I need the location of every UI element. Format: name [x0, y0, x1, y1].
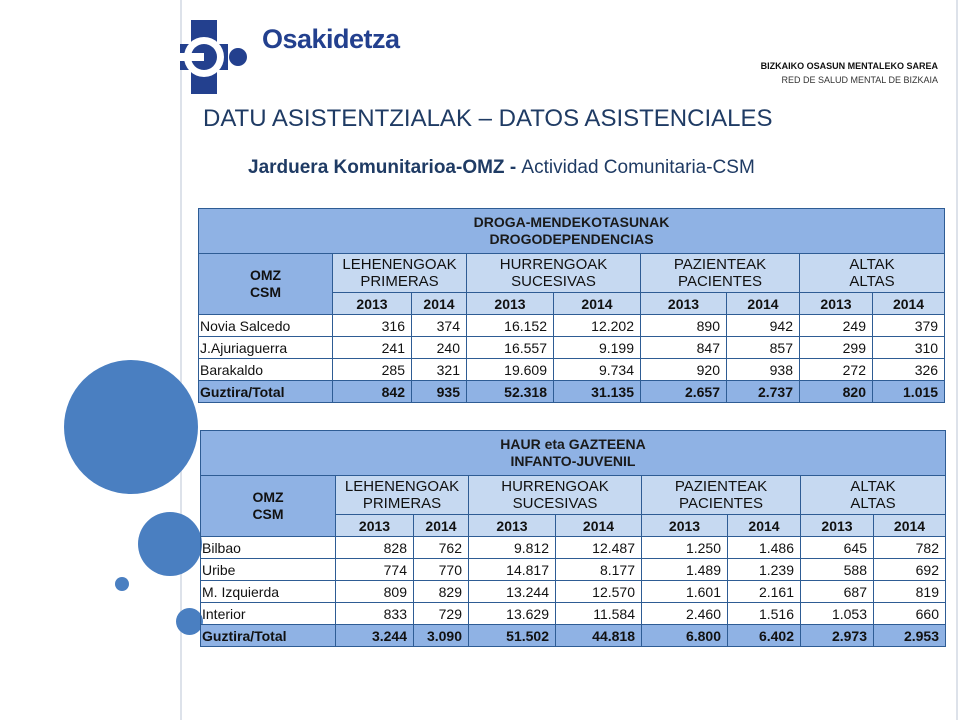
cell-value: 1.486	[728, 537, 801, 559]
omz-header: OMZ CSM	[199, 254, 333, 315]
row-name: Barakaldo	[199, 359, 333, 381]
cell-value: 285	[333, 359, 412, 381]
cell-value: 299	[800, 337, 873, 359]
cell-value: 770	[414, 559, 469, 581]
cell-value: 1.053	[801, 603, 874, 625]
cell-value: 2.737	[727, 381, 800, 403]
osakidetza-cross-logo-icon	[180, 20, 252, 94]
org-name-basque: BIZKAIKO OSASUN MENTALEKO SAREA	[760, 61, 938, 71]
table-band-title: HAUR eta GAZTEENA INFANTO-JUVENIL	[201, 431, 946, 476]
cell-value: 857	[727, 337, 800, 359]
page-title: DATU ASISTENTZIALAK – DATOS ASISTENCIALES	[203, 105, 773, 132]
cell-value: 1.601	[642, 581, 728, 603]
year-header: 2013	[467, 293, 554, 315]
year-header: 2013	[336, 515, 414, 537]
cell-value: 9.812	[469, 537, 556, 559]
cell-value: 660	[874, 603, 946, 625]
year-header: 2013	[641, 293, 727, 315]
cell-value: 935	[412, 381, 467, 403]
cell-value: 3.244	[336, 625, 414, 647]
cell-value: 782	[874, 537, 946, 559]
cell-value: 8.177	[556, 559, 642, 581]
cell-value: 310	[873, 337, 945, 359]
cell-value: 774	[336, 559, 414, 581]
table-row	[201, 537, 946, 559]
cell-value: 374	[412, 315, 467, 337]
cell-value: 1.489	[642, 559, 728, 581]
cell-value: 1.239	[728, 559, 801, 581]
cell-value: 1.516	[728, 603, 801, 625]
cell-value: 9.199	[554, 337, 641, 359]
cell-value: 12.570	[556, 581, 642, 603]
cell-value: 241	[333, 337, 412, 359]
table-row	[201, 581, 946, 603]
cell-value: 890	[641, 315, 727, 337]
cell-value: 1.250	[642, 537, 728, 559]
table-row	[201, 603, 946, 625]
year-header: 2013	[469, 515, 556, 537]
cell-value: 321	[412, 359, 467, 381]
cell-value: 847	[641, 337, 727, 359]
year-header: 2014	[412, 293, 467, 315]
year-header: 2014	[556, 515, 642, 537]
table-row	[199, 315, 945, 337]
group-header-primeras: LEHENENGOAK PRIMERAS	[336, 476, 469, 515]
cell-value: 249	[800, 315, 873, 337]
cell-value: 14.817	[469, 559, 556, 581]
page-subtitle	[248, 157, 755, 179]
cell-value: 326	[873, 359, 945, 381]
row-name: Guztira/Total	[199, 381, 333, 403]
cell-value: 12.202	[554, 315, 641, 337]
year-header: 2013	[642, 515, 728, 537]
cell-value: 13.629	[469, 603, 556, 625]
cell-value: 828	[336, 537, 414, 559]
table-row	[199, 337, 945, 359]
cell-value: 19.609	[467, 359, 554, 381]
decorative-circle	[64, 360, 198, 494]
cell-value: 272	[800, 359, 873, 381]
group-header-pacientes: PAZIENTEAK PACIENTES	[642, 476, 801, 515]
year-header: 2013	[333, 293, 412, 315]
cell-value: 692	[874, 559, 946, 581]
table-total-row	[199, 381, 945, 403]
row-name: J.Ajuriaguerra	[199, 337, 333, 359]
cell-value: 379	[873, 315, 945, 337]
cell-value: 240	[412, 337, 467, 359]
omz-header: OMZ CSM	[201, 476, 336, 537]
cell-value: 942	[727, 315, 800, 337]
cell-value: 842	[333, 381, 412, 403]
year-header: 2014	[728, 515, 801, 537]
cell-value: 819	[874, 581, 946, 603]
group-header-altas: ALTAK ALTAS	[801, 476, 946, 515]
cell-value: 44.818	[556, 625, 642, 647]
data-table-drogodependencias	[198, 208, 945, 403]
cell-value: 9.734	[554, 359, 641, 381]
cell-value: 938	[727, 359, 800, 381]
decorative-vertical-line	[956, 0, 958, 720]
cell-value: 6.800	[642, 625, 728, 647]
cell-value: 2.460	[642, 603, 728, 625]
year-header: 2014	[873, 293, 945, 315]
group-header-pacientes: PAZIENTEAK PACIENTES	[641, 254, 800, 293]
cell-value: 920	[641, 359, 727, 381]
cell-value: 833	[336, 603, 414, 625]
cell-value: 2.657	[641, 381, 727, 403]
subtitle-bold: Jarduera Komunitarioa-OMZ -	[248, 157, 522, 178]
row-name: Guztira/Total	[201, 625, 336, 647]
year-header: 2014	[414, 515, 469, 537]
row-name: M. Izquierda	[201, 581, 336, 603]
table-row	[201, 559, 946, 581]
decorative-circle	[176, 608, 203, 635]
row-name: Interior	[201, 603, 336, 625]
row-name: Novia Salcedo	[199, 315, 333, 337]
cell-value: 52.318	[467, 381, 554, 403]
row-name: Uribe	[201, 559, 336, 581]
group-header-primeras: LEHENENGOAK PRIMERAS	[333, 254, 467, 293]
cell-value: 762	[414, 537, 469, 559]
cell-value: 3.090	[414, 625, 469, 647]
decorative-circle	[138, 512, 202, 576]
cell-value: 6.402	[728, 625, 801, 647]
cell-value: 820	[800, 381, 873, 403]
year-header: 2014	[554, 293, 641, 315]
group-header-sucesivas: HURRENGOAK SUCESIVAS	[467, 254, 641, 293]
data-table-infanto-juvenil	[200, 430, 946, 647]
row-name: Bilbao	[201, 537, 336, 559]
org-name-spanish: RED DE SALUD MENTAL DE BIZKAIA	[781, 75, 938, 85]
cell-value: 687	[801, 581, 874, 603]
subtitle-normal: Actividad Comunitaria-CSM	[521, 157, 755, 178]
cell-value: 2.161	[728, 581, 801, 603]
cell-value: 16.152	[467, 315, 554, 337]
group-header-sucesivas: HURRENGOAK SUCESIVAS	[469, 476, 642, 515]
cell-value: 12.487	[556, 537, 642, 559]
year-header: 2013	[801, 515, 874, 537]
cell-value: 16.557	[467, 337, 554, 359]
table-total-row	[201, 625, 946, 647]
decorative-circle	[115, 577, 129, 591]
cell-value: 729	[414, 603, 469, 625]
brand-name: Osakidetza	[262, 24, 400, 54]
cell-value: 51.502	[469, 625, 556, 647]
cell-value: 11.584	[556, 603, 642, 625]
year-header: 2014	[874, 515, 946, 537]
cell-value: 645	[801, 537, 874, 559]
table-band-title: DROGA-MENDEKOTASUNAK DROGODEPENDENCIAS	[199, 209, 945, 254]
table-row	[199, 359, 945, 381]
year-header: 2014	[727, 293, 800, 315]
cell-value: 31.135	[554, 381, 641, 403]
group-header-altas: ALTAK ALTAS	[800, 254, 945, 293]
cell-value: 829	[414, 581, 469, 603]
cell-value: 316	[333, 315, 412, 337]
cell-value: 2.953	[874, 625, 946, 647]
cell-value: 1.015	[873, 381, 945, 403]
cell-value: 2.973	[801, 625, 874, 647]
cell-value: 588	[801, 559, 874, 581]
cell-value: 13.244	[469, 581, 556, 603]
year-header: 2013	[800, 293, 873, 315]
cell-value: 809	[336, 581, 414, 603]
